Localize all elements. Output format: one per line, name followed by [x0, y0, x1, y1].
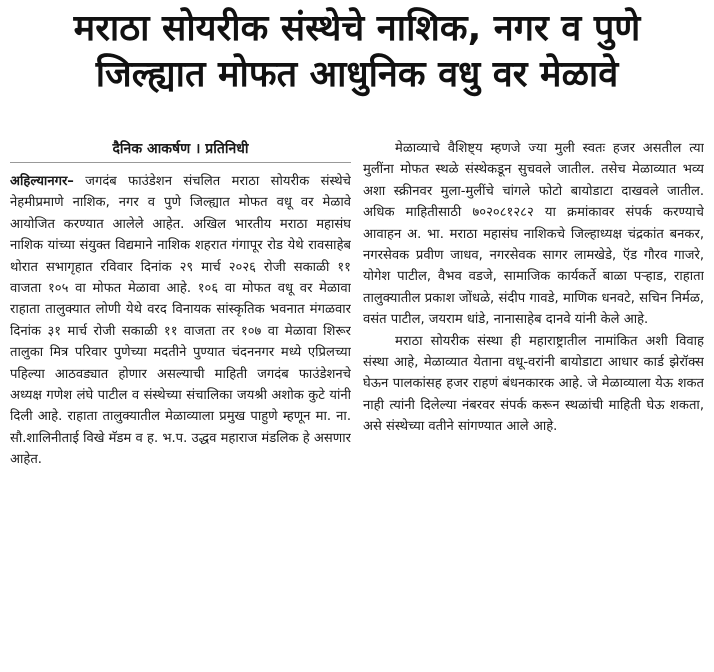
headline: [10, 6, 704, 98]
byline: दैनिक आकर्षण । प्रतिनिधी: [10, 138, 351, 163]
article-columns: [10, 138, 704, 668]
right-paragraph-1: मेळाव्याचे वैशिष्ट्य म्हणजे ज्या मुली स्वतः हजर असतील त्या मुलींना मोफत स्थळे संस्थेकडून सुचवले जातील. तसेच मेळाव्यात भव्य अशा स्क्रीनवर मुला-मुलींचे चांगले फोटो बायोडाटा दाखवले जातील. अधिक माहितीसाठी ७०२०८१२८२ या क्रमांकावर संपर्क करण्याचे आवाहन अ. भा. मराठा महासंघ नाशिकचे जिल्हाध्यक्ष चंद्रकांत बनकर, नगरसेवक प्रवीण जाधव, नगरसेवक सागर लामखेडे, ऍड गौरव गाजरे, योगेश पाटील, वैभव वडजे, सामाजिक कार्यकर्ते बाळा पऱ्हाड, राहाता तालुक्यातील प्रकाश जोंधळे, संदीप गावडे, माणिक धनवटे, सचिन निर्मळ, वसंत पाटील, जयराम धांडे, नानासाहेब दानवे यांनी केले आहे.: [363, 141, 704, 328]
headline-line-2: जिल्ह्यात मोफत आधुनिक वधु वर मेळावे: [95, 54, 619, 95]
right-paragraph-2: मराठा सोयरीक संस्था ही महाराष्ट्रातील नामांकित अशी विवाह संस्था आहे, मेळाव्यात येताना वधू-वरांनी बायोडाटा आधार कार्ड झेरॉक्स घेऊन पालकांसह हजर राहणं बंधनकारक आहे. जे मेळाव्याला येऊ शकत नाही त्यांनी दिलेल्या नंबरवर संपर्क करून स्थळांची माहिती घेऊ शकता, असे संस्थेच्या वतीने सांगण्यात आले आहे.: [363, 333, 704, 435]
left-column: [10, 138, 351, 668]
left-paragraph: [10, 171, 351, 471]
left-body-text: जगदंब फाउंडेशन संचलित मराठा सोयरीक संस्थेचे नेहमीप्रमाणे नाशिक, नगर व पुणे जिल्ह्यात मोफत वधू वर मेळावे आयोजित करण्यात आलेले आहेत. अखिल भारतीय मराठा महासंघ नाशिक यांच्या संयुक्त विद्यमाने नाशिक शहरात गंगापूर रोड येथे रावसाहेब थोरात सभागृहात रविवार दिनांक २९ मार्च २०२६ रोजी सकाळी ११ वाजता १०५ वा मोफत मेळावा आहे. १०६ वा मोफत वधू वर मेळावा राहाता तालुक्यात लोणी येथे वरद विनायक सांस्कृतिक भवनात मंगळवार दिनांक ३१ मार्च रोजी सकाळी ११ वाजता तर १०७ वा मेळावा शिरूर तालुका मित्र परिवार पुणेच्या मदतीने पुण्यात चंदननगर मध्ये एप्रिलच्या पहिल्या आठवड्यात होणार असल्याची माहिती जगदंब फाउंडेशनचे अध्यक्ष गणेश लंघे पाटील व संस्थेच्या संचालिका जयश्री अशोक कुटे यांनी दिली आहे. राहाता तालुक्यातील मेळाव्याला प्रमुख पाहुणे म्हणून मा. ना. सौ.शालिनीताई विखे मॅडम व ह. भ.प. उद्धव महाराज मंडलिक हे असणार आहेत.: [10, 174, 351, 468]
right-column: [363, 138, 704, 668]
dateline: अहिल्यानगर–: [10, 174, 74, 189]
headline-line-1: मराठा सोयरीक संस्थेचे नाशिक, नगर व पुणे: [73, 8, 641, 49]
